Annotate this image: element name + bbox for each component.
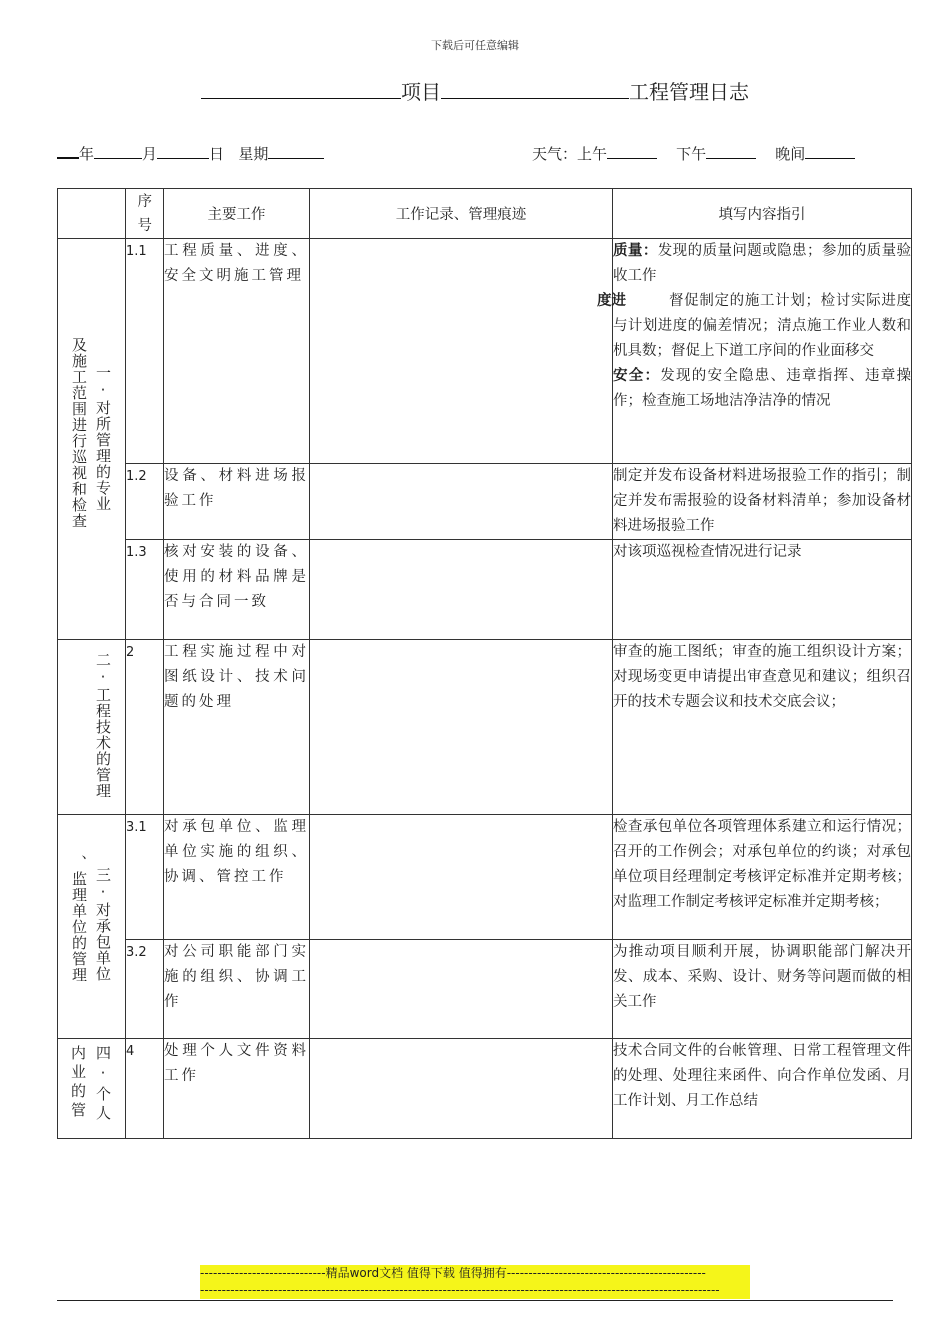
seq-cell: 1.1: [126, 239, 164, 464]
page-title: [0, 76, 950, 105]
table-row: [58, 540, 912, 640]
guide-cell: 审查的施工图纸；审查的施工组织设计方案；对现场变更申请提出审查意见和建议；组织召开的技术专题会议和技术交底会议；: [613, 640, 912, 815]
category-4-cell: [58, 1039, 126, 1139]
category-1-text-a: 一·对所管理的专业: [94, 365, 112, 512]
record-input-cell[interactable]: [310, 940, 613, 1039]
table-row: [58, 815, 912, 940]
record-input-cell[interactable]: [310, 1039, 613, 1139]
work-log-table: [57, 188, 912, 1139]
title-project-suffix: 项目: [401, 80, 441, 104]
category-4-text-b: 内业的管: [69, 1045, 87, 1121]
seq-cell: 1.3: [126, 540, 164, 640]
year-blank[interactable]: [57, 143, 79, 159]
guide-cell: [597, 239, 912, 464]
guide-safety-text: 发现的安全隐患、违章指挥、违章操作；检查施工场地洁净洁净的情况: [613, 368, 911, 409]
header-category: [58, 189, 126, 239]
main-work-cell: 设备、材料进场报验工作: [164, 464, 310, 540]
guide-progress-label: 度进: [597, 293, 626, 309]
seq-cell: 4: [126, 1039, 164, 1139]
guide-cell: 技术合同文件的台帐管理、日常工程管理文件的处理、处理往来函件、向合作单位发函、月工作计划、月工作总结: [613, 1039, 912, 1139]
record-input-cell[interactable]: [310, 464, 613, 540]
category-3-text-b: 、监理单位的管理: [70, 855, 88, 983]
main-work-cell: 对公司职能部门实施的组织、协调工作: [164, 940, 310, 1039]
seq-cell: 3.2: [126, 940, 164, 1039]
record-input-cell[interactable]: [310, 239, 613, 464]
footer-line-2: ------------------------------------------------------------------------------------------------------------------------: [200, 1283, 720, 1297]
main-work-cell: 工程质量、进度、安全文明施工管理: [164, 239, 310, 464]
month-label: 月: [142, 145, 158, 163]
category-1-text-b: 及施工范围进行巡视和检查: [70, 337, 88, 529]
guide-cell: 对该项巡视检查情况进行记录: [613, 540, 912, 640]
footer-banner: [200, 1265, 750, 1299]
record-input-cell[interactable]: [310, 540, 613, 640]
category-3-text-a: 三·对承包单位: [94, 867, 112, 982]
project-name-blank[interactable]: [201, 78, 401, 99]
main-work-cell: 工程实施过程中对图纸设计、技术问题的处理: [164, 640, 310, 815]
main-work-cell: 处理个人文件资料工作: [164, 1039, 310, 1139]
main-work-cell: 核对安装的设备、使用的材料品牌是否与合同一致: [164, 540, 310, 640]
seq-cell: 2: [126, 640, 164, 815]
guide-cell: 检查承包单位各项管理体系建立和运行情况；召开的工作例会；对承包单位的约谈；对承包单位项目经理制定考核评定标准并定期考核；对监理工作制定考核评定标准并定期考核；: [613, 815, 912, 940]
footer-line-1: -----------------------------精品word文档 值得下载 值得拥有----------------------------------------------: [200, 1266, 706, 1280]
weekday-label: 星期: [238, 145, 269, 163]
header-records: 工作记录、管理痕迹: [310, 189, 613, 239]
guide-cell: 为推动项目顺利开展，协调职能部门解决开发、成本、采购、设计、财务等问题而做的相关工作: [613, 940, 912, 1039]
table-header-row: [58, 189, 912, 239]
table-row: [58, 640, 912, 815]
header-main-work: 主要工作: [164, 189, 310, 239]
morning-weather-blank[interactable]: [607, 144, 657, 159]
day-blank[interactable]: [157, 144, 209, 159]
category-2-cell: [58, 640, 126, 815]
seq-cell: 1.2: [126, 464, 164, 540]
seq-cell: 3.1: [126, 815, 164, 940]
header-note: 下载后可任意编辑: [431, 39, 519, 52]
table-row: [58, 1039, 912, 1139]
year-label: 年: [79, 145, 95, 163]
afternoon-weather-blank[interactable]: [706, 144, 756, 159]
table-row: [58, 464, 912, 540]
table-row: [58, 239, 912, 464]
weather-line: [532, 143, 855, 164]
evening-label: 晚间: [775, 145, 806, 163]
category-1-cell: [58, 239, 126, 640]
category-4-text-a: 四·个人: [94, 1045, 112, 1124]
day-label: 日: [209, 145, 225, 163]
title-log-suffix: 工程管理日志: [629, 80, 749, 104]
guide-cell: 制定并发布设备材料进场报验工作的指引；制定并发布需报验的设备材料清单；参加设备材料进场报验工作: [613, 464, 912, 540]
bottom-divider: [57, 1300, 893, 1301]
weekday-blank[interactable]: [268, 144, 324, 159]
guide-quality-label: 质量：: [613, 243, 658, 259]
record-input-cell[interactable]: [310, 815, 613, 940]
category-3-cell: [58, 815, 126, 1039]
guide-quality-text: 发现的质量问题或隐患；参加的质量验收工作: [613, 243, 912, 284]
guide-safety-label: 安全：: [613, 368, 661, 384]
header-seq: 序号: [126, 189, 164, 239]
record-input-cell[interactable]: [310, 640, 613, 815]
project-item-blank[interactable]: [441, 78, 629, 99]
header-guide: 填写内容指引: [613, 189, 912, 239]
guide-progress-text: 督促制定的施工计划；检讨实际进度与计划进度的偏差情况；清点施工作业人数和机具数；督促上下道工序间的作业面移交: [613, 293, 911, 359]
month-blank[interactable]: [94, 144, 142, 159]
main-work-cell: 对承包单位、监理单位实施的组织、协调、管控工作: [164, 815, 310, 940]
weather-label: 天气：上午: [532, 145, 608, 163]
evening-weather-blank[interactable]: [805, 144, 855, 159]
afternoon-label: 下午: [676, 145, 707, 163]
category-2-text: 二·工程技术的管理: [94, 652, 112, 799]
table-row: [58, 940, 912, 1039]
